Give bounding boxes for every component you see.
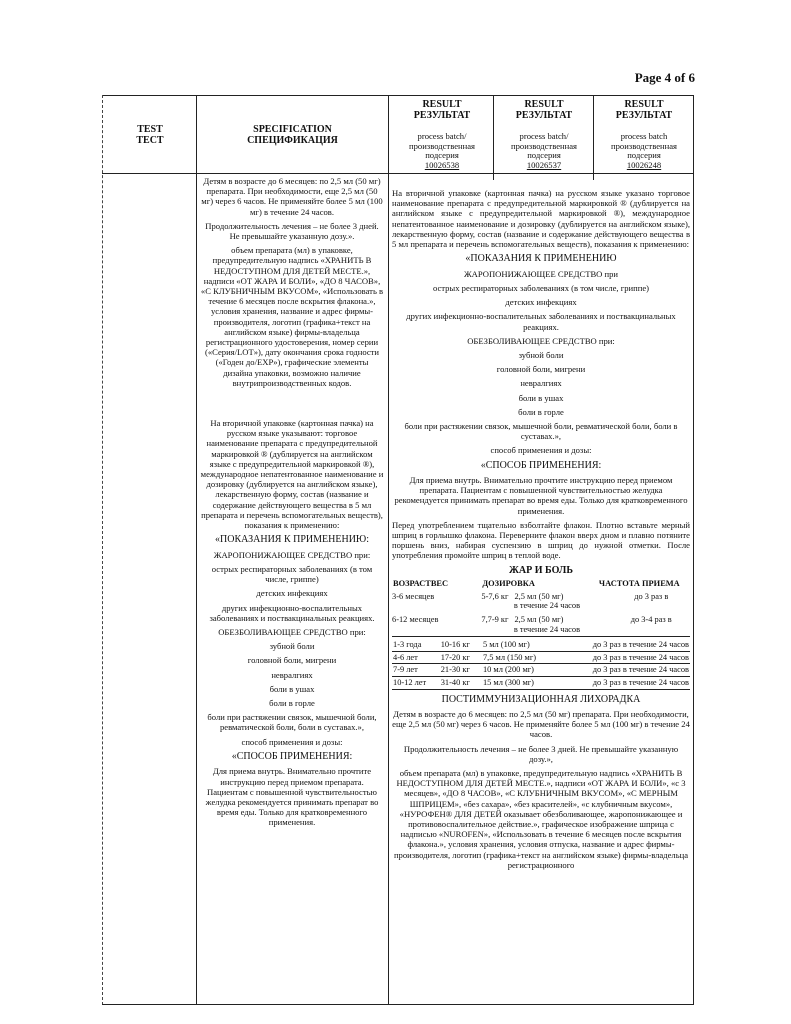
spec-paragraph: Для приема внутрь. Внимательно прочтите инструкцию перед приемом препарата. Пациентам с повышенной чувствительностью желудка рекомендуется принимать препарат во время еды. Только для кратковременного применения. <box>205 766 379 828</box>
result-paragraph: Перед употреблением тщательно взболтайте флакон. Плотно вставьте мерный шприц в горлышко флакона. Переверните флакон вверх дном и плавно потяните поршень вниз, набирая суспензию в шприц до нужной отметки. После употребления промойте шприц в теплой воде. <box>392 519 690 561</box>
dose-weight: 10-16 кг <box>440 639 482 651</box>
spec-paragraph: невралгиях <box>271 669 313 680</box>
spec-paragraph: головной боли, мигрени <box>247 655 337 666</box>
dose-freq: до 3 раз в течение 24 часов <box>557 676 690 689</box>
header-test-en: TEST <box>137 124 163 135</box>
dose-header-dose: ДОЗИРОВКА <box>482 579 535 589</box>
result-paragraph: боли в горле <box>518 406 564 417</box>
spec-paragraph <box>200 392 384 414</box>
dose-rows-infant <box>392 592 690 637</box>
dose-freq: до 3 раз в течение 24 часов <box>557 651 690 664</box>
spec-paragraph: боли при растяжении связок, мышечной боли, ревматической боли, боли в суставах.», <box>207 712 377 733</box>
dose-dose: 15 мл (300 мг) <box>482 676 557 689</box>
spec-paragraph: зубной боли <box>269 641 315 652</box>
dose-age: 6-12 месяцев <box>392 614 439 624</box>
column-divider-3 <box>493 95 494 180</box>
spec-paragraph: На вторичной упаковке (картонная пачка) на русском языке указывают: торговое наименование препарата с предупредительной маркировкой ® (дублируется на английском языке с предупредительной маркировкой ®), международное непатентованное наименование и дозировку (дублируется на английском языке), лекарственную форму, состав (название и содержание действующего вещества в 5 мл препарата и перечень вспомогательных веществ), показания к применению: <box>200 418 384 531</box>
result-bottom-paragraph: Детям в возрасте до 6 месяцев: по 2,5 мл (50 мг) препарата. При необходимости, еще 2,5 мл (50 мг) через 6 часов. Не применяйте более 5 мл (100 мг) в течение 24 часов. <box>392 709 690 740</box>
dose-value: 2,5 мл (50 мг) <box>514 591 564 601</box>
spec-paragraph: Продолжительность лечения – не более 3 дней. Не превышайте указанную дозу.». <box>205 220 379 242</box>
dose-header-freq: ЧАСТОТА ПРИЕМА <box>598 579 680 589</box>
table-right-border <box>693 95 694 1005</box>
dose-frequency: до 3 раз в <box>634 591 669 601</box>
dose-weight: 5-7,6 кг <box>481 591 509 601</box>
dose-dose: 10 мл (200 мг) <box>482 664 557 677</box>
spec-paragraph: Детям в возрасте до 6 месяцев: по 2,5 мл (50 мг) препарата. При необходимости, еще 2,5 мл (50 мг) через 6 часов. Не применяйте более 5 мл (100 мг) в течение 24 часов. <box>201 176 383 217</box>
dose-weight: 17-20 кг <box>440 651 482 664</box>
result-paragraph: «ПОКАЗАНИЯ К ПРИМЕНЕНИЮ <box>465 253 617 265</box>
result-1-ru: РЕЗУЛЬТАТ <box>413 110 471 121</box>
result-2-ru: РЕЗУЛЬТАТ <box>515 110 573 121</box>
spec-paragraph: объем препарата (мл) в упаковке, предупредительную надпись «ХРАНИТЬ В НЕДОСТУПНОМ ДЛЯ ДЕТЕЙ МЕСТЕ.», надписи «ОТ ЖАРА И БОЛИ», «ДО 8 ЧАСОВ», «С КЛУБНИЧНЫМ ВКУСОМ», «Использовать в течение 6 месяцев после вскрытия флакона.», условия хранения, название и адрес фирмы-производителя, логотип (графика+текст на английском языке) фирмы-владельца регистрационного удостоверения, номер серии («Серия/LOT»), дату окончания срока годности («Годен до/EXP»), графические элементы дизайна упаковки, возможно наличие внутрипроизводственных кодов. <box>200 245 384 388</box>
dose-frequency: до 3-4 раз в <box>630 614 672 624</box>
result-paragraph: зубной боли <box>518 349 564 360</box>
dose-weight: 21-30 кг <box>440 664 482 677</box>
batch-3-number: 10026248 <box>626 159 662 170</box>
dose-age: 3-6 месяцев <box>392 591 435 601</box>
dose-age: 4-6 лет <box>392 651 440 664</box>
result-column <box>392 188 690 874</box>
dose-row <box>392 651 690 664</box>
result-1-en: RESULT <box>422 99 462 110</box>
result-paragraph: детских инфекциях <box>505 297 577 308</box>
dose-header-age: ВОЗРАСТВЕС <box>393 579 449 589</box>
header-specification <box>200 124 385 146</box>
dose-period: в течение 24 часов <box>513 601 581 611</box>
dose-title: ЖАР И БОЛЬ <box>509 564 573 576</box>
spec-paragraph: боли в горле <box>269 698 315 709</box>
dose-age: 1-3 года <box>392 639 440 651</box>
header-result-2 <box>496 99 592 121</box>
result-paragraph: Для приема внутрь. Внимательно прочтите инструкцию перед приемом препарата. Пациентам с повышенной чувствительностью желудка рекомендуется принимать препарат во время еды. Только для кратковременного применения. <box>394 475 688 516</box>
dose-rows-child <box>392 639 690 689</box>
result-paragraph: боли при растяжении связок, мышечной боли, ревматической боли, боли в суставах.», <box>404 420 678 442</box>
header-spec-en: SPECIFICATION <box>253 124 332 135</box>
batch-2: process batch/ производственная подсерия 10026537 <box>496 132 592 170</box>
result-paragraph: головной боли, мигрени <box>496 364 586 375</box>
dose-row <box>392 592 690 613</box>
table-left-border <box>102 95 103 1005</box>
table-top-rule <box>102 95 694 96</box>
dose-weight: 7,7-9 кг <box>481 614 509 624</box>
result-bottom-paragraph: ПОСТИММУНИЗАЦИОННАЯ ЛИХОРАДКА <box>441 693 641 705</box>
dose-row <box>392 676 690 689</box>
batch-1-number: 10026538 <box>424 159 460 170</box>
header-test <box>110 124 190 146</box>
column-divider-2 <box>388 95 389 1005</box>
spec-paragraph: ЖАРОПОНИЖАЮЩЕЕ СРЕДСТВО при: <box>213 549 371 560</box>
batch-1: process batch/ производственная подсерия 10026538 <box>392 132 492 170</box>
result-text-bottom <box>392 694 690 871</box>
dose-row <box>392 615 690 637</box>
batch-3: process batch производственная подсерия 10026248 <box>596 132 692 170</box>
result-paragraph: острых респираторных заболеваниях (в том числе, гриппе) <box>432 282 650 293</box>
result-paragraph: способ применения и дозы: <box>490 445 592 456</box>
result-3-en: RESULT <box>624 99 664 110</box>
dose-period: в течение 24 часов <box>513 624 581 634</box>
result-paragraph: На вторичной упаковке (картонная пачка) на русском языке указано торговое наименование препарата с предупредительной маркировкой ® (дублируется на английском языке с предупредительной маркировкой ®), международное непатентованное наименование и дозировку (дублируется на английском языке), лекарственную форму, состав (название и содержание действующего вещества в 5 мл препарата и перечень вспомогательных веществ), показания к применению: <box>392 188 690 250</box>
dose-row <box>392 639 690 651</box>
specification-column <box>200 176 384 832</box>
dose-dose: 5 мл (100 мг) <box>482 639 557 651</box>
result-paragraph: ОБЕЗБОЛИВАЮЩЕЕ СРЕДСТВО при: <box>467 335 615 346</box>
column-divider-4 <box>593 95 594 180</box>
spec-paragraph: способ применения и дозы: <box>241 736 343 747</box>
header-test-ru: ТЕСТ <box>136 135 164 146</box>
spec-paragraph: «СПОСОБ ПРИМЕНЕНИЯ: <box>231 750 353 762</box>
dose-freq: до 3 раз в течение 24 часов <box>557 664 690 677</box>
dose-row <box>392 664 690 677</box>
spec-paragraph: «ПОКАЗАНИЯ К ПРИМЕНЕНИЮ: <box>215 534 369 546</box>
spec-paragraph: боли в ушах <box>269 683 315 694</box>
result-paragraph: «СПОСОБ ПРИМЕНЕНИЯ: <box>480 459 602 471</box>
result-text-top <box>392 188 690 561</box>
batch-2-number: 10026537 <box>526 159 562 170</box>
spec-paragraph: детских инфекциях <box>256 588 328 599</box>
result-2-en: RESULT <box>524 99 564 110</box>
dose-age: 10-12 лет <box>392 676 440 689</box>
result-bottom-paragraph: объем препарата (мл) в упаковке, предупредительную надпись «ХРАНИТЬ В НЕДОСТУПНОМ ДЛЯ ДЕТЕЙ МЕСТЕ.», надписи «ОТ ЖАРА И БОЛИ», «с 3 месяцев», «ДО 8 ЧАСОВ», «С КЛУБНИЧНЫМ ВКУСОМ», «С МЕРНЫМ ШПРИЦЕМ», «без сахара», «без красителей», «с клубничным вкусом», «НУРОФЕН® ДЛЯ ДЕТЕЙ оказывает обезболивающее, жаропонижающее и противовоспалительное действие.», графическое изображение шприца с надписью «NUROFEN», «Использовать в течение 6 месяцев после вскрытия флакона.», условия хранения, условия отпуска, название и адрес фирмы-производителя, логотип (графика+текст на английском языке) фирмы-владельца регистрационного <box>393 768 689 870</box>
result-3-ru: РЕЗУЛЬТАТ <box>615 110 673 121</box>
dose-amount <box>481 592 612 611</box>
result-bottom-paragraph: Продолжительность лечения – не более 3 дней. Не превышайте указанную дозу.», <box>403 743 679 764</box>
result-paragraph: ЖАРОПОНИЖАЮЩЕЕ СРЕДСТВО при <box>463 268 619 279</box>
column-divider-1 <box>196 95 197 1005</box>
page-number: Page 4 of 6 <box>634 70 695 85</box>
dose-age: 7-9 лет <box>392 664 440 677</box>
header-result-3 <box>596 99 692 121</box>
result-paragraph: боли в ушах <box>518 392 564 403</box>
dose-table <box>392 578 690 590</box>
dose-value: 2,5 мл (50 мг) <box>514 614 564 624</box>
dose-dose: 7,5 мл (150 мг) <box>482 651 557 664</box>
table-bottom-rule <box>102 1004 694 1005</box>
header-result-1 <box>392 99 492 121</box>
result-paragraph: невралгиях <box>520 378 562 389</box>
result-paragraph: других инфекционно-воспалительных заболеваниях и поствакцинальных реакциях. <box>406 311 676 332</box>
dose-weight: 31-40 кг <box>440 676 482 689</box>
dose-freq: до 3 раз в течение 24 часов <box>557 639 690 651</box>
spec-paragraph: острых респираторных заболеваниях (в том числе, гриппе) <box>211 564 373 585</box>
header-bottom-rule <box>102 173 694 174</box>
dose-amount <box>481 615 612 634</box>
header-spec-ru: СПЕЦИФИКАЦИЯ <box>247 135 338 146</box>
spec-paragraph: других инфекционно-воспалительных заболеваниях и поствакцинальных реакциях. <box>209 602 375 623</box>
spec-paragraph: ОБЕЗБОЛИВАЮЩЕЕ СРЕДСТВО при: <box>218 627 366 638</box>
